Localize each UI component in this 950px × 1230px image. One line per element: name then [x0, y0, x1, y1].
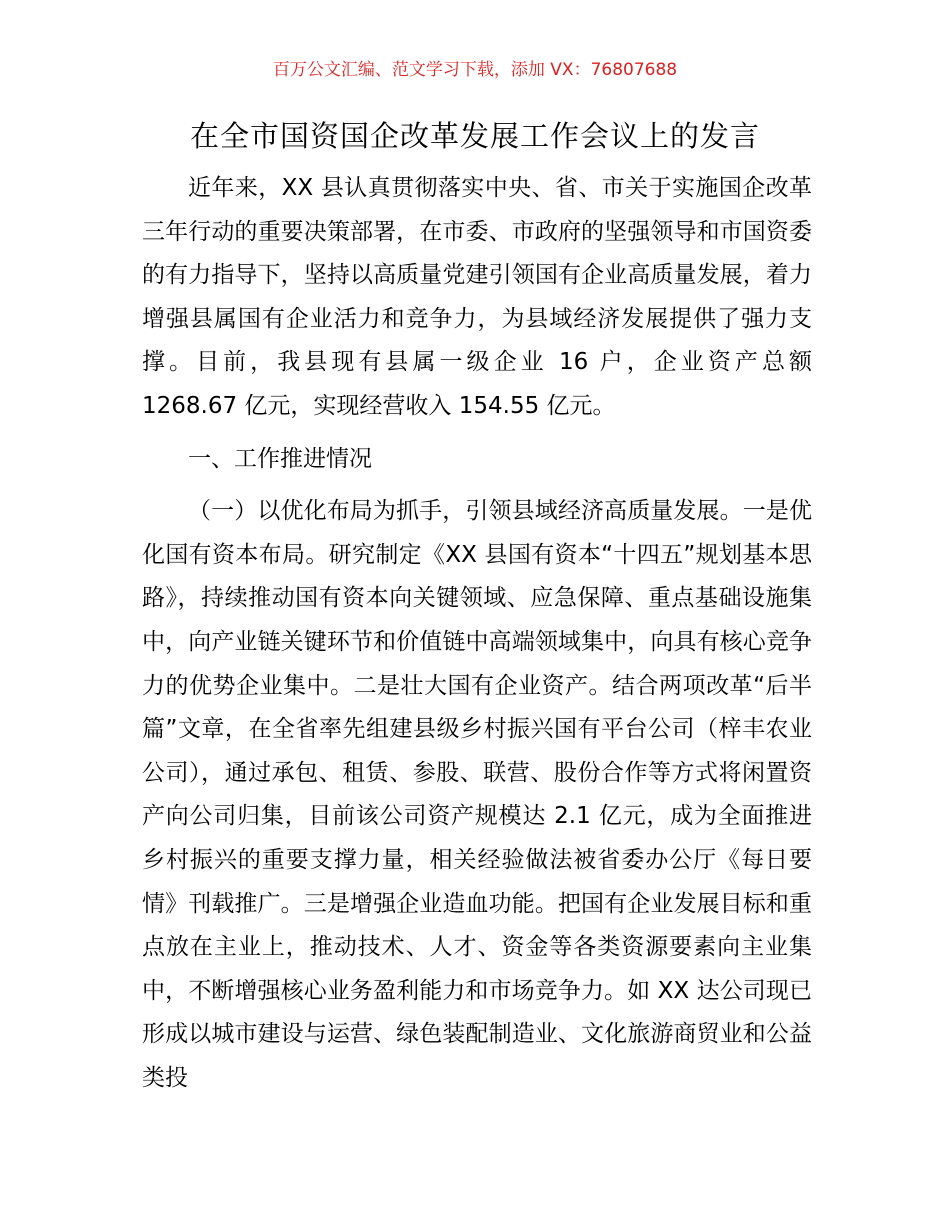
paragraph-subsection-1: （一）以优化布局为抓手，引领县域经济高质量发展。一是优化国有资本布局。研究制定《XX 县国有资本“十四五”规划基本思路》，持续推动国有资本向关键领域、应急保障、重点基础设施集中，向产业链关键环节和价值链中高端领域集中，向具有核心竞争力的优势企业集中。二是壮大国有企业资产。结合两项改革“后半篇”文章，在全省率先组建县级乡村振兴国有平台公司（梓丰农业公司），通过承包、租赁、参股、联营、股份合作等方式将闲置资产向公司归集，目前该公司资产规模达 2.1 亿元，成为全面推进乡村振兴的重要支撑力量，相关经验做法被省委办公厅《每日要情》刊载推广。三是增强企业造血功能。把国有企业发展目标和重点放在主业上，推动技术、人才、资金等各类资源要素向主业集中，不断增强核心业务盈利能力和市场竞争力。如 XX 达公司现已形成以城市建设与运营、绿色装配制造业、文化旅游商贸业和公益类投 — [142, 498, 812, 1091]
document-body — [142, 167, 812, 1100]
header-banner: 百万公文汇编、范文学习下载，添加 VX：76807688 — [272, 60, 678, 80]
section-heading: 一、工作推进情况 — [188, 445, 372, 472]
paragraph-intro: 近年来，XX 县认真贯彻落实中央、省、市关于实施国企改革三年行动的重要决策部署，在市委、市政府的坚强领导和市国资委的有力指导下，坚持以高质量党建引领国有企业高质量发展，着力增强县属国有企业活力和竞争力，为县域经济发展提供了强力支撑。目前，我县现有县属一级企业 16 户，企业资产总额 1268.67 亿元，实现经营收入 154.55 亿元。 — [142, 175, 812, 419]
document-title: 在全市国资国企改革发展工作会议上的发言 — [189, 119, 760, 153]
